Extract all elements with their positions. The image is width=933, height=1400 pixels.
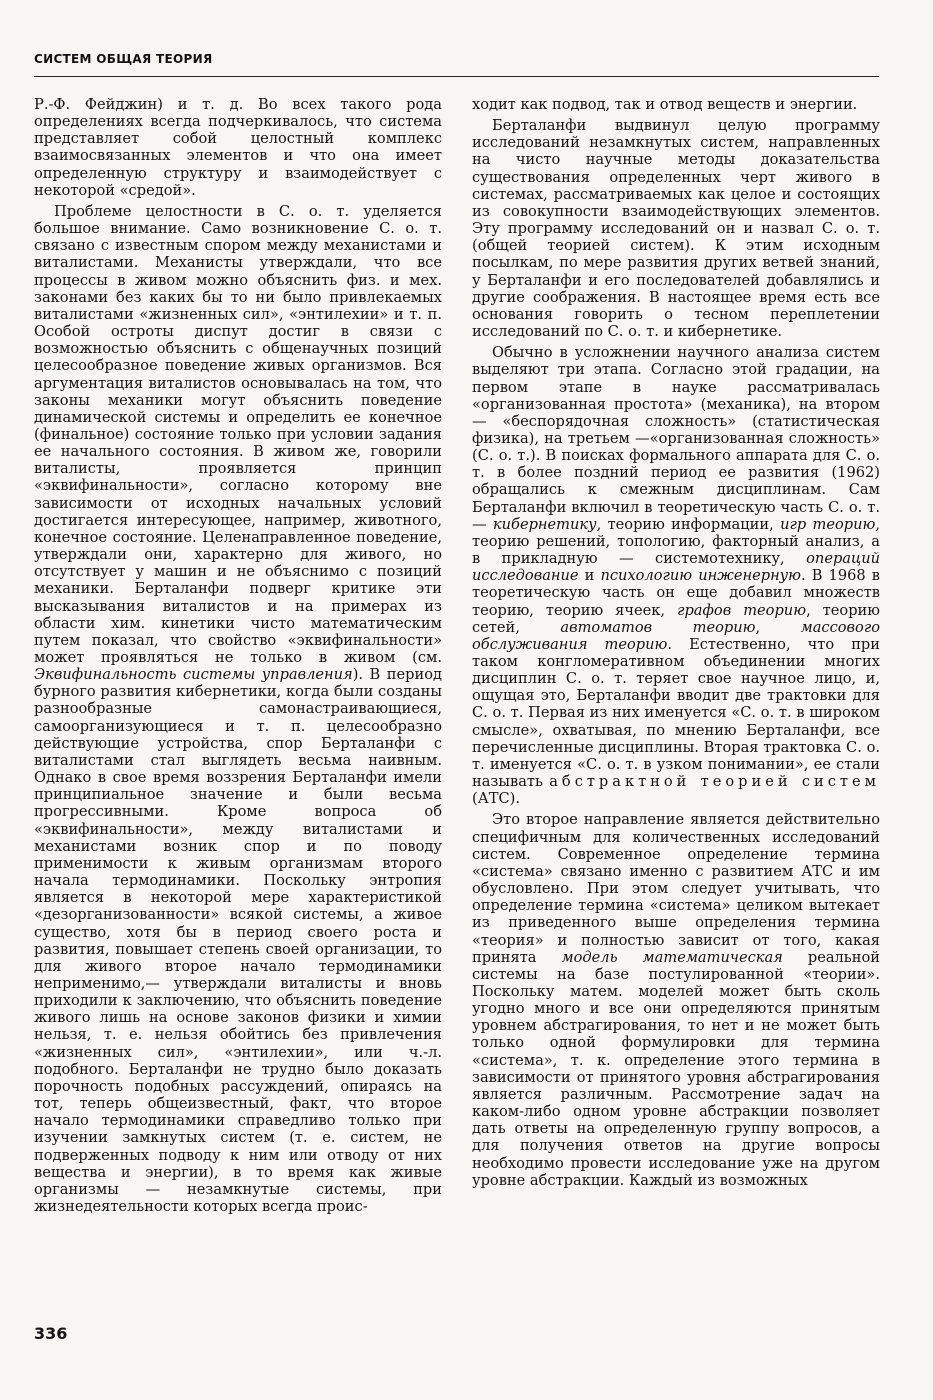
cross-reference-term: психологию инженерную: [600, 567, 801, 585]
cross-reference-term: графов теорию: [677, 601, 807, 619]
cross-reference-term: игр теорию: [780, 515, 876, 533]
cross-reference-term: модель математическая: [561, 948, 783, 966]
cross-reference-term: массового обслуживания теорию: [472, 618, 880, 653]
text-run: Берталанфи выдвинул целую программу исследований незамкнутых систем, направленных на чисто научные методы доказательства существования определенных черт живого в системах, рассматриваемых как целое и состоящих из совокупности взаимодействующих элементов. Эту программу исследований он и назвал С. о. т. (общей теорией систем). К этим исходным посылкам, по мере развития других ветвей знаний, у Берталанфи и его последователей добавлялись и другие соображения. В настоящее время есть все основания говорить о тесном переплетении исследований по С. о. т. и кибернетике.: [472, 117, 880, 341]
text-run: (АТС).: [472, 790, 520, 808]
text-run: , теорию информации,: [596, 515, 781, 533]
spaced-term: абстрактной теорией систем: [549, 773, 880, 791]
text-run: ходит как подвод, так и отвод веществ и энергии.: [472, 96, 858, 113]
text-run: Р.-Ф. Фейджин) и т. д. Во всех такого рода определениях всегда подчеркивалось, что система представляет собой целостный комплекс взаимосвязанных элементов и что она имеет определенную структуру и взаимодействует с некоторой «средой».: [34, 96, 442, 199]
text-run: Это второе направление является действительно специфичным для количественных исследований систем. Современное определение термина «система» связано именно с развитием АТС и им обусловлено. При этом следует учитывать, что определение термина «система» целиком вытекает из приведенного выше определения термина «теория» и полностью зависит от того, какая принята: [472, 811, 880, 966]
cross-reference-term: автоматов теорию: [560, 618, 756, 636]
running-title: СИСТЕМ ОБЩАЯ ТЕОРИЯ: [34, 52, 213, 66]
paragraph: [472, 117, 880, 340]
text-run: реальной системы на базе постулированной «теории». Поскольку матем. моделей может быть сколь угодно много и все они определяются принятым уровнем абстрагирования, то нет и не может быть только одной формулировки для термина «система», т. к. определение этого термина в зависимости от принятого уровня абстрагирования является различным. Рассмотрение задач на каком-либо одном уровне абстракции позволяет дать ответы на определенную группу вопросов, а для получения ответов на другие вопросы необходимо провести исследование уже на другом уровне абстракции. Каждый из возможных: [472, 948, 880, 1189]
text-run: Проблеме целостности в С. о. т. уделяется большое внимание. Само возникновение С. о. т. связано с известным спором между механистами и виталистами. Механисты утверждали, что все процессы в живом можно объяснить физ. и мех. законами без каких бы то ни было привлекаемых виталистами «жизненных сил», «энтилехии» и т. п. Особой остроты диспут достиг в связи с возможностью объяснить с общенаучных позиций целесообразное поведение живых организмов. Вся аргументация виталистов основывалась на том, что законы механики могут объяснить поведение динамической системы и определить ее конечное (финальное) состояние только при условии задания ее начального состояния. В живом же, говорили виталисты, проявляется принцип «эквифинальности», согласно которому вне зависимости от исходных начальных условий достигается интересующее, например, животного, конечное состояние. Целенаправленное поведение, утверждали они, характерно для живого, но отсутствует у машин и не объяснимо с позиций механики. Берталанфи подверг критике эти высказывания виталистов и на примерах из области хим. кинетики чисто математическим путем показал, что свойство «эквифинальности» может проявляться не только в живом (см.: [34, 202, 442, 666]
paragraph: [34, 96, 442, 199]
paragraph: [472, 344, 880, 807]
paragraph: [472, 811, 880, 1188]
text-run: , теорию решений, топологию, факторный анализ, а в прикладную — системотехнику,: [472, 515, 881, 568]
text-run: ). В период бурного развития кибернетики, когда были созданы разнообразные самонастраивающиеся, самоорганизующиеся и т. п. целесообразно действующие устройства, спор Берталанфи с виталистами стал выглядеть весьма наивным. Однако в свое время воззрения Берталанфи имели принципиальное значение и были весьма прогрессивными. Кроме вопроса об «эквифинальности», между виталистами и механистами возник спор и по поводу применимости к живым организмам второго начала термодинамики. Поскольку энтропия является в некоторой мере характеристикой «дезорганизованности» всякой системы, а живое существо, хотя бы в период своего роста и развития, повышает степень своей организации, то для живого второе начало термодинамики неприменимо,— утверждали виталисты и вновь приходили к заключению, что объяснить поведение живого лишь на основе законов физики и химии нельзя, т. е. нельзя обойтись без привлечения «жизненных сил», «энтилехии», или ч.-л. подобного. Берталанфи не трудно было доказать порочность подобных рассуждений, опираясь на тот, теперь общеизвестный, факт, что второе начало термодинамики справедливо только при изучении замкнутых систем (т. е. систем, не подверженных подводу к ним или отводу от них вещества и энергии), в то время как живые организмы — незамкнутые системы, при жизнедеятельности которых всегда проис-: [34, 666, 442, 1215]
paragraph: [34, 203, 442, 1215]
text-run: Обычно в усложнении научного анализа систем выделяют три этапа. Согласно этой градации, на первом этапе в науке рассматривалась «организованная простота» (механика), на втором — «беспорядочная сложность» (статистическая физика), на третьем —«организованная сложность» (С. о. т.). В поисках формального аппарата для С. о. т. в более поздний период ее развития (1962) обращались к смежным дисциплинам. Сам Берталанфи включил в теоретическую часть С. о. т.—: [472, 344, 880, 533]
text-run: , теорию сетей,: [472, 601, 880, 636]
cross-reference-term: кибернетику: [492, 515, 597, 533]
text-run: . В 1968 в теоретическую часть он еще добавил множеств теорию, теорию ячеек,: [472, 567, 880, 619]
text-run: и: [578, 567, 601, 585]
text-run: . Естественно, что при таком конгломеративном объединении многих дисциплин С. о. т. теряет свое научное лицо, и, ощущая это, Берталанфи вводит две трактовки для С. о. т. Первая из них именуется «С. о. т. в широком смысле», охватывая, по мнению Берталанфи, все перечисленные дисциплины. Вторая трактовка С. о. т. именуется «С. о. т. в узком понимании», ее стали называть: [472, 635, 880, 791]
text-run: ,: [755, 618, 801, 636]
right-column: [472, 96, 880, 1189]
paragraph: [472, 96, 880, 113]
page-number: 336: [34, 1324, 68, 1343]
left-column: [34, 96, 442, 1215]
cross-reference-term: операций исследование: [472, 550, 880, 585]
cross-reference-term: Эквифинальность системы управления: [34, 666, 353, 684]
header-rule: [34, 76, 879, 77]
